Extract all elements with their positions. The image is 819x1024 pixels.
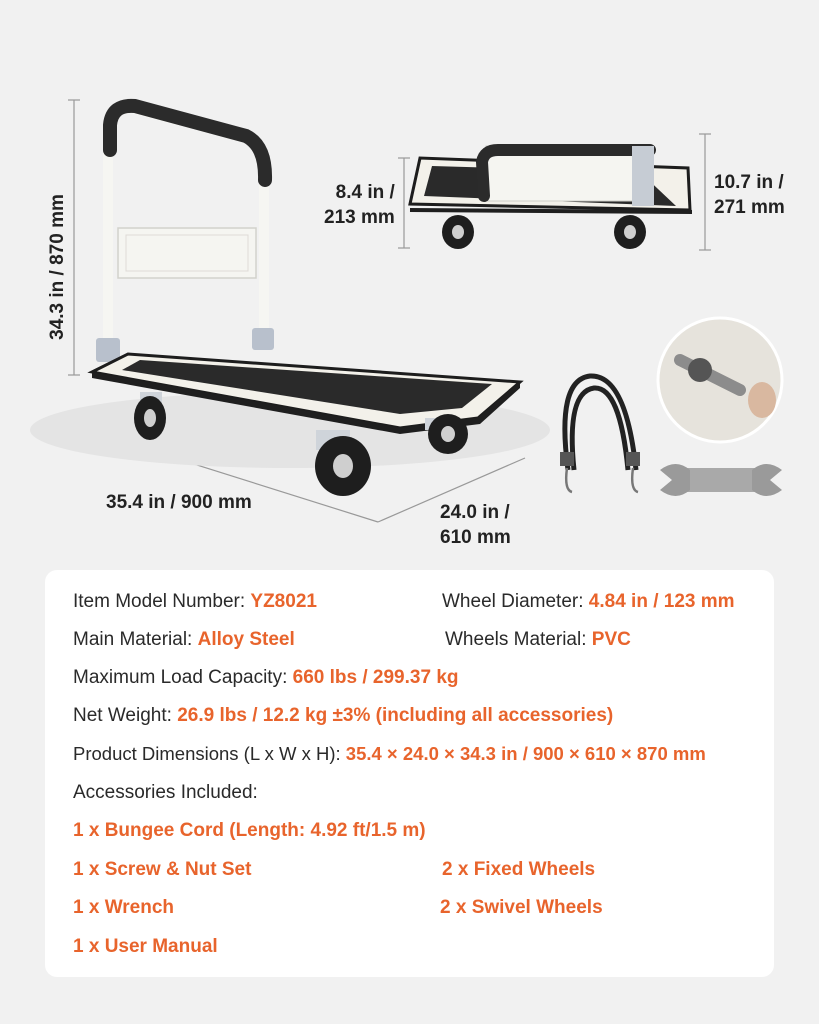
folded-total-line1: 10.7 in / xyxy=(714,172,784,193)
wrench-image xyxy=(660,464,782,496)
accessory-fixed-wheels: 2 x Fixed Wheels xyxy=(442,859,596,880)
accessory-wrench: 1 x Wrench xyxy=(73,897,175,918)
accessory-bungee-cord: 1 x Bungee Cord (Length: 4.92 ft/1.5 m) xyxy=(73,820,426,841)
spec-material-row xyxy=(73,628,295,652)
bungee-cord-image xyxy=(560,376,640,492)
folded-total-line2: 271 mm xyxy=(714,197,785,218)
spec-weight-row xyxy=(73,704,613,728)
folded-total-height-label xyxy=(714,170,785,220)
accessories-label: Accessories Included: xyxy=(73,782,258,803)
spec-product-dimensions-row xyxy=(73,742,706,766)
accessories-heading xyxy=(73,781,258,805)
accessory-user-manual: 1 x User Manual xyxy=(73,936,218,957)
folded-height-line2: 213 mm xyxy=(324,207,395,228)
folded-height-label xyxy=(324,180,395,230)
spec-material-label: Main Material: xyxy=(73,629,193,650)
spec-model-label: Item Model Number: xyxy=(73,591,246,612)
spec-weight-label: Net Weight: xyxy=(73,705,172,726)
spec-product-dimensions-value: 35.4 × 24.0 × 34.3 in / 900 × 610 × 870 mm xyxy=(345,743,706,764)
accessory-screw-nut-set: 1 x Screw & Nut Set xyxy=(73,859,252,880)
folded-cart-image xyxy=(410,146,692,249)
spec-wheel-diameter-label: Wheel Diameter: xyxy=(442,591,584,612)
folded-height-line1: 8.4 in / xyxy=(335,182,395,203)
spec-model-value: YZ8021 xyxy=(250,591,317,612)
spec-load-row xyxy=(73,666,459,690)
spec-product-dimensions-label: Product Dimensions (L x W x H): xyxy=(73,743,341,764)
accessory-swivel-wheels: 2 x Swivel Wheels xyxy=(440,897,603,918)
spec-load-value: 660 lbs / 299.37 kg xyxy=(292,667,459,688)
width-dimension-line2: 610 mm xyxy=(440,527,511,548)
spec-weight-value: 26.9 lbs / 12.2 kg ±3% (including all accessories) xyxy=(177,705,614,726)
spec-material-value: Alloy Steel xyxy=(197,629,295,650)
spec-model-row xyxy=(73,590,317,614)
spec-wheels-material-label: Wheels Material: xyxy=(445,629,587,650)
height-dimension-label: 34.3 in / 870 mm xyxy=(47,194,68,340)
wrench-closeup-image xyxy=(658,318,782,442)
spec-wheel-diameter-value: 4.84 in / 123 mm xyxy=(588,591,735,612)
spec-wheel-diameter-row xyxy=(442,590,735,614)
spec-card xyxy=(45,570,774,977)
length-dimension-label: 35.4 in / 900 mm xyxy=(106,492,252,513)
width-dimension-line1: 24.0 in / xyxy=(440,502,510,523)
width-dimension-label xyxy=(440,500,511,550)
spec-load-label: Maximum Load Capacity: xyxy=(73,667,288,688)
spec-wheels-material-row xyxy=(445,628,631,652)
spec-wheels-material-value: PVC xyxy=(591,629,631,650)
